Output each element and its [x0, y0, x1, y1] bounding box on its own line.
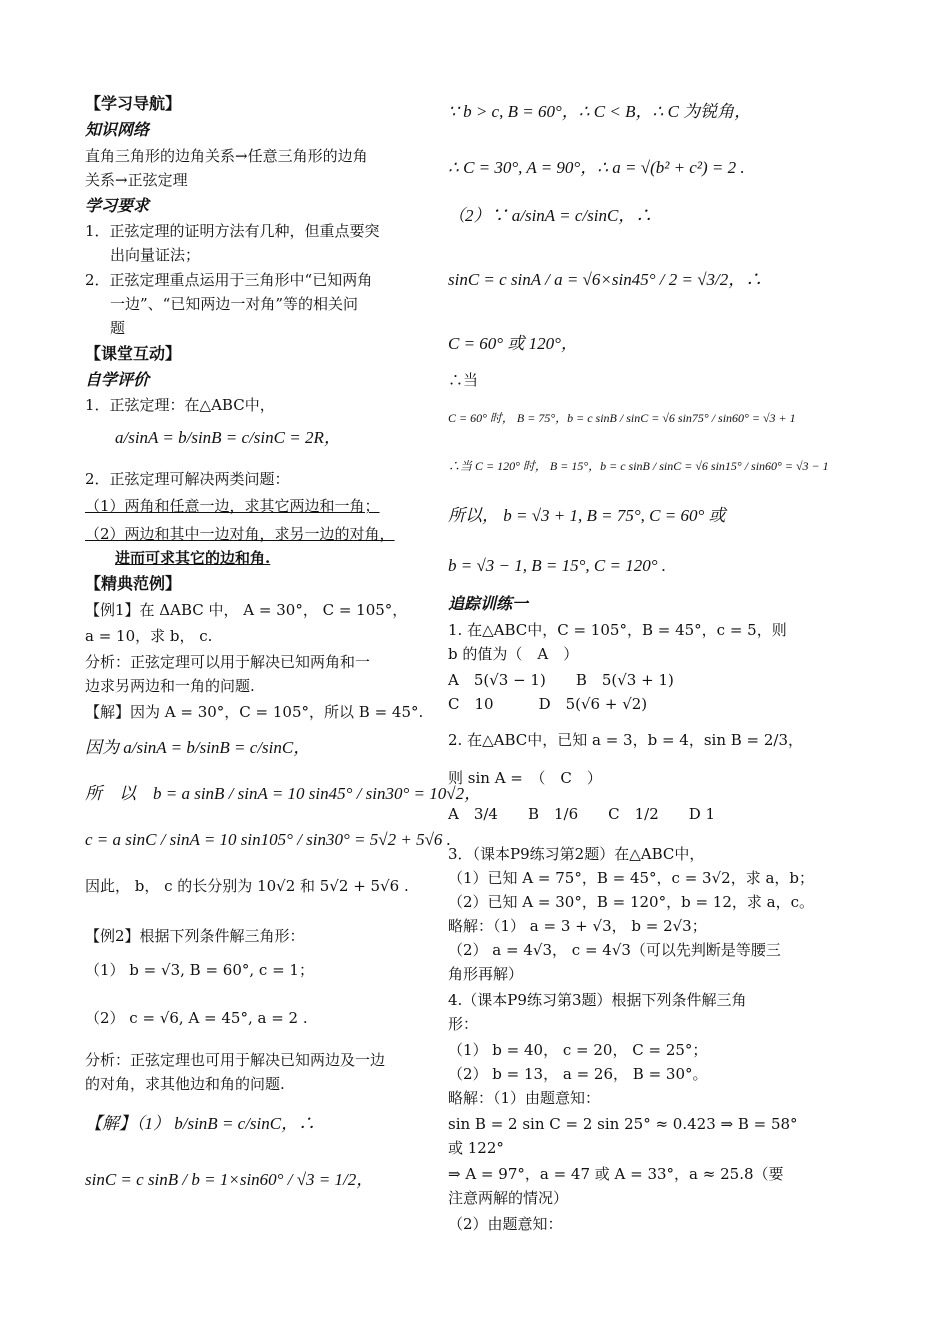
t1d: C 10 D 5(√6 + √2) — [448, 695, 648, 713]
ex1-solution-3: 所 以 b = a sinB / sinA = 10 sin45° / sin30° = 10√2， — [85, 784, 482, 803]
net-line-1: 直角三角形的边角关系→任意三角形的边角 — [85, 147, 368, 165]
req2-a: 2．正弦定理重点运用于三角形中“已知两角 — [85, 271, 373, 289]
t3a: 3．（课本P9练习第2题）在△ABC中， — [448, 845, 705, 863]
ex1-solution-5: 因此， b， c 的长分别为 10√2 和 5√2 + 5√6 . — [85, 877, 409, 895]
t4j: （2）由题意知： — [448, 1215, 563, 1233]
se2-2b: 进而可求其它的边和角. — [115, 549, 271, 567]
nav-title: 【学习导航】 — [85, 94, 182, 113]
t4h: ⇒ A = 97°，a = 47 或 A = 33°，a ≈ 25.8（要 — [448, 1165, 784, 1183]
t3c: （2）已知 A = 30°，B = 120°，b = 12，求 a，c。 — [448, 893, 814, 911]
t4g: 或 122° — [448, 1139, 504, 1157]
t1a: 1. 在△ABC中，C = 105°，B = 45°，c = 5，则 — [448, 621, 787, 639]
r9: 所以， b = √3 + 1, B = 75°, C = 60° 或 — [448, 506, 726, 525]
t4f: sin B = 2 sin C = 2 sin 25° ≈ 0.423 ⇒ B = 58° — [448, 1115, 798, 1133]
t2a: 2. 在△ABC中，已知 a = 3，b = 4，sin B = 2/3， — [448, 731, 804, 749]
r8: ∴当 C = 120° 时， B = 15°，b = c sinB / sinC = √6 sin15° / sin60° = √3 − 1 — [448, 459, 829, 473]
ex1-analysis-1: 分析：正弦定理可以用于解决已知两角和一 — [85, 653, 371, 671]
r5: C = 60° 或 120°， — [448, 334, 578, 353]
ex1-a: 【例1】在 ΔABC 中， A = 30°， C = 105°， — [85, 601, 408, 619]
self-eval-heading: 自学评价 — [85, 370, 150, 389]
knowledge-net-heading: 知识网络 — [85, 120, 150, 139]
t4a: 4.（课本P9练习第3题）根据下列条件解三角 — [448, 991, 747, 1009]
se2-2a: （2）两边和其中一边对角，求另一边的对角， — [85, 525, 395, 543]
ex2-1: （1） b = √3, B = 60°, c = 1； — [85, 961, 314, 979]
t4e: 略解：（1）由题意知： — [448, 1089, 601, 1107]
ex2-analysis-2: 的对角，求其他边和角的问题. — [85, 1075, 285, 1093]
t4i: 注意两解的情况） — [448, 1189, 569, 1207]
t3d: 略解：（1） a = 3 + √3， b = 2√3； — [448, 917, 707, 935]
track-heading: 追踪训练一 — [448, 594, 529, 613]
r2: ∴ C = 30°, A = 90°，∴ a = √(b² + c²) = 2 . — [448, 158, 745, 177]
r3: （2）∵ a/sinA = c/sinC，∴ — [448, 206, 653, 225]
ex1-b: a = 10，求 b， c. — [85, 627, 213, 645]
examples-title: 【精典范例】 — [85, 574, 182, 593]
t2c: A 3/4 B 1/6 C 1/2 D 1 — [448, 805, 716, 823]
ex1-solution-2: 因为 a/sinA = b/sinB = c/sinC， — [85, 738, 311, 757]
classroom-title: 【课堂互动】 — [85, 344, 182, 363]
t3b: （1）已知 A = 75°，B = 45°，c = 3√2，求 a，b； — [448, 869, 815, 887]
req1-a: 1．正弦定理的证明方法有几种，但重点要突 — [85, 222, 380, 240]
net-line-2: 关系→正弦定理 — [85, 171, 188, 189]
ex2-analysis-1: 分析：正弦定理也可用于解决已知两边及一边 — [85, 1051, 386, 1069]
t4b: 形： — [448, 1015, 479, 1033]
ex2-solution-2: sinC = c sinB / b = 1×sin60° / √3 = 1/2， — [85, 1170, 374, 1189]
req2-b: 一边”、“已知两边一对角”等的相关问 — [110, 295, 359, 313]
ex2-title: 【例2】根据下列条件解三角形： — [85, 927, 305, 945]
ex1-analysis-2: 边求另两边和一角的问题. — [85, 677, 255, 695]
t4c: （1） b = 40， c = 20， C = 25°； — [448, 1041, 708, 1059]
t3e: （2） a = 4√3， c = 4√3（可以先判断是等腰三 — [448, 941, 781, 959]
r4: sinC = c sinA / a = √6×sin45° / 2 = √3/2，∴ — [448, 270, 763, 289]
t3f: 角形再解） — [448, 965, 524, 983]
r10: b = √3 − 1, B = 15°, C = 120° . — [448, 556, 667, 575]
requirements-heading: 学习要求 — [85, 196, 150, 215]
ex1-solution-1: 【解】因为 A = 30°，C = 105°，所以 B = 45°. — [85, 703, 424, 721]
ex2-solution-1: 【解】（1） b/sinB = c/sinC，∴ — [85, 1114, 316, 1133]
ex1-solution-4: c = a sinC / sinA = 10 sin105° / sin30° = 5√2 + 5√6 . — [85, 830, 451, 849]
req2-c: 题 — [110, 319, 126, 337]
sine-law-formula: a/sinA = b/sinB = c/sinC = 2R， — [115, 428, 341, 447]
se1: 1．正弦定理：在△ABC中， — [85, 396, 275, 414]
se2: 2．正弦定理可解决两类问题： — [85, 470, 290, 488]
se2-1: （1）两角和任意一边，求其它两边和一角； — [85, 497, 380, 515]
r1: ∵ b > c, B = 60°，∴ C < B，∴ C 为锐角， — [448, 102, 752, 121]
t2b: 则 sin A = （ C ） — [448, 769, 602, 787]
r7: C = 60° 时， B = 75°，b = c sinB / sinC = √6 sin75° / sin60° = √3 + 1 — [448, 411, 796, 425]
t1b: b 的值为（ A ） — [448, 645, 579, 663]
t1c: A 5(√3 − 1) B 5(√3 + 1) — [448, 671, 674, 689]
ex2-2: （2） c = √6, A = 45°, a = 2 . — [85, 1009, 308, 1027]
t4d: （2） b = 13， a = 26， B = 30°。 — [448, 1065, 708, 1083]
req1-b: 出向量证法； — [110, 246, 201, 264]
r6: ∴当 — [448, 371, 479, 389]
